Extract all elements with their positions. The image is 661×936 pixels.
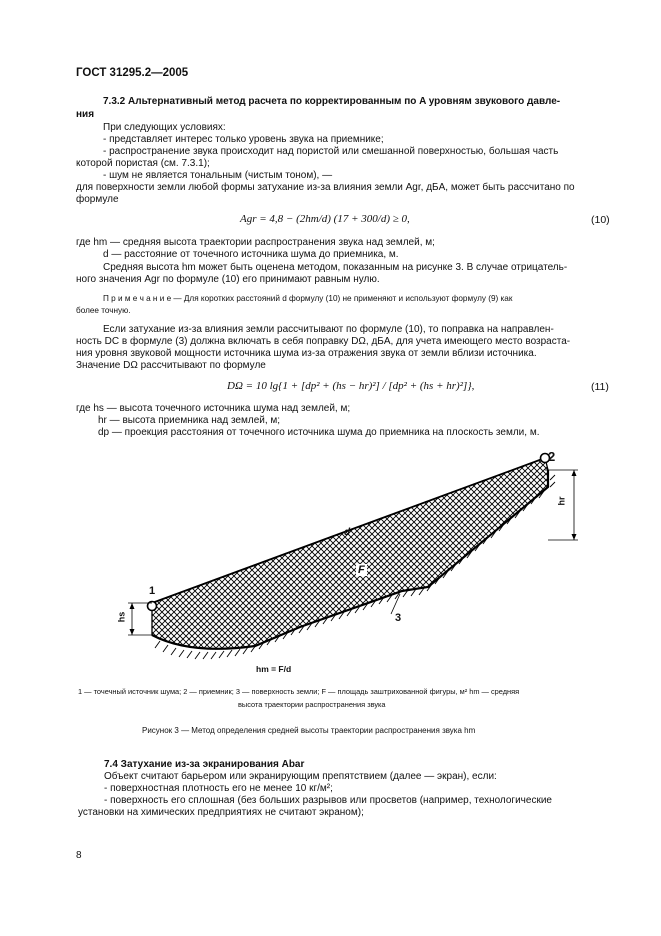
directivity-text-4: Значение DΩ рассчитывают по формуле (76, 360, 266, 371)
section-7-4-condition-2-cont: установки на химических предприятиях не считают экраном); (78, 807, 364, 818)
conditions-intro: При следующих условиях: (103, 122, 226, 133)
figure-label-hr: hr (556, 496, 567, 506)
document-header: ГОСТ 31295.2—2005 (76, 67, 189, 79)
figure-label-hm: hm = F/d (256, 664, 292, 674)
condition-1: - представляет интерес только уровень звука на приемнике; (103, 134, 384, 145)
directivity-text-3: ния уровня звуковой мощности источника шума из-за отражения звука от земли вблизи источника. (76, 348, 537, 359)
section-7-4-condition-1: - поверхностная плотность его не менее 10 кг/м²; (104, 783, 333, 794)
page-number: 8 (76, 850, 82, 861)
where-d: d — расстояние от точечного источника шума до приемника, м. (103, 249, 399, 260)
directivity-text-2: ность DC в формуле (3) должна включать в себя поправку DΩ, дБA, для учета имеющего место возраста- (76, 336, 571, 347)
figure-legend-cont: высота траектории распространения звука (238, 700, 386, 709)
formula-10-number: (10) (591, 214, 610, 226)
formula-intro-cont: формуле (76, 194, 119, 205)
hatched-area-F (152, 458, 548, 649)
condition-3: - шум не является тональным (чистым тоном), — (103, 170, 333, 181)
formula-10: Agr = 4,8 − (2hm/d) (17 + 300/d) ≥ 0, (240, 213, 410, 225)
figure-label-receiver: 2 (548, 449, 556, 464)
directivity-text-1: Если затухание из-за влияния земли рассчитывают по формуле (10), то поправка на направлен- (103, 324, 554, 335)
section-7-4-title: 7.4 Затухание из-за экранирования Abar (104, 759, 305, 770)
mean-height-text-cont: ного значения Agr по формуле (10) его принимают равным нулю. (76, 274, 380, 285)
mean-height-text: Средняя высота hm может быть оценена методом, показанным на рисунке 3. В случае отрицатель- (103, 262, 568, 273)
condition-2: - распространение звука происходит над пористой или смешанной поверхностью, большая часть (103, 146, 559, 157)
where-dp: dp — проекция расстояния от точечного источника шума до приемника на плоскость земли, м. (98, 427, 540, 438)
section-7-3-2-title-cont: ния (76, 109, 95, 120)
where-hr: hr — высота приемника над землей, м; (98, 415, 281, 426)
figure-label-F: F (358, 564, 365, 576)
where-hs: где hs — высота точечного источника шума над землей, м; (76, 403, 351, 414)
figure-label-d: d (344, 527, 351, 538)
formula-11: DΩ = 10 lg{1 + [dp² + (hs − hr)²] / [dp² + (hs + hr)²]}, (227, 380, 475, 392)
formula-intro: для поверхности земли любой формы затухание из-за влияния земли Agr, дБA, может быть рассчитано по (76, 182, 575, 193)
figure-label-surface: 3 (395, 612, 402, 624)
condition-2-cont: которой пористая (см. 7.3.1); (76, 158, 210, 169)
section-7-4-condition-2: - поверхность его сплошная (без больших разрывов или просветов (например, технологические (104, 795, 552, 806)
figure-legend: 1 — точечный источник шума; 2 — приемник; 3 — поверхность земли; F — площадь заштрихованной фигуры, м² hm — средняя (78, 687, 520, 696)
figure-caption: Рисунок 3 — Метод определения средней высоты траектории распространения звука hm (142, 726, 476, 735)
note: П р и м е ч а н и е — Для коротких расстояний d формулу (10) не применяют и используют формулу (9) как (103, 294, 513, 303)
section-7-4-intro: Объект считают барьером или экранирующим препятствием (далее — экран), если: (104, 771, 497, 782)
where-hm: где hm — средняя высота траектории распространения звука над землей, м; (76, 237, 435, 248)
note-cont: более точную. (76, 306, 131, 315)
section-7-3-2-title: 7.3.2 Альтернативный метод расчета по корректированным по A уровням звукового давле- (103, 96, 561, 107)
figure-label-hs: hs (116, 611, 127, 623)
figure-label-source: 1 (149, 585, 156, 597)
formula-11-number: (11) (591, 381, 609, 393)
